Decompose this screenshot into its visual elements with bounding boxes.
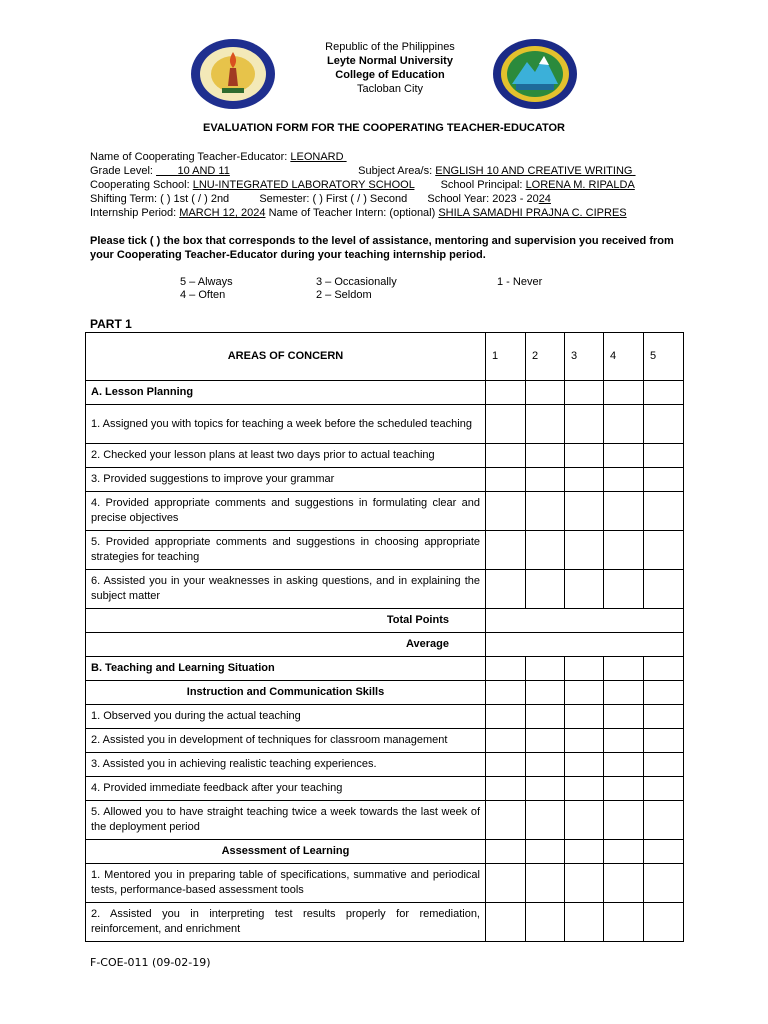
instructions: Please tick ( ) the box that corresponds to the level of assistance, mentoring and supervision you received from your Cooperating Teacher-Educator during your teaching internship period. [90, 235, 674, 261]
rating-cell[interactable] [644, 681, 684, 705]
rating-cell[interactable] [644, 753, 684, 777]
rating-cell[interactable] [526, 729, 565, 753]
item-text: 5. Provided appropriate comments and suggestions in choosing appropriate strategies for teaching [86, 531, 486, 570]
rating-cell[interactable] [526, 681, 565, 705]
table-row [86, 729, 684, 753]
scale-occasionally: 3 – Occasionally [316, 276, 397, 288]
item-text: 2. Checked your lesson plans at least two days prior to actual teaching [86, 444, 486, 468]
subject-label: Subject Area/s: [358, 165, 433, 177]
total-points-row [86, 609, 684, 633]
rating-cell[interactable] [644, 777, 684, 801]
rating-cell[interactable] [644, 840, 684, 864]
rating-cell[interactable] [644, 531, 684, 570]
rating-cell[interactable] [486, 405, 526, 444]
rating-cell[interactable] [565, 444, 604, 468]
scale-col-2 [316, 276, 397, 302]
city-line: Tacloban City [356, 83, 424, 95]
rating-cell[interactable] [604, 801, 644, 840]
rating-cell[interactable] [565, 729, 604, 753]
rating-cell[interactable] [565, 381, 604, 405]
table-row [86, 405, 684, 444]
item-text: 3. Provided suggestions to improve your grammar [86, 468, 486, 492]
rating-cell[interactable] [486, 492, 526, 531]
section-lesson-planning: A. Lesson Planning [86, 381, 486, 405]
period-label: Internship Period: [90, 207, 177, 219]
rating-cell[interactable] [644, 801, 684, 840]
rating-cell[interactable] [486, 864, 526, 903]
school-label: Cooperating School: [90, 179, 190, 191]
part-heading: PART 1 [90, 317, 132, 331]
rating-cell[interactable] [565, 492, 604, 531]
scale-col-3 [497, 276, 542, 289]
total-points-label: Total Points [86, 609, 486, 633]
rating-cell[interactable] [565, 705, 604, 729]
rating-cell[interactable] [644, 405, 684, 444]
rating-cell[interactable] [604, 405, 644, 444]
table-row [86, 705, 684, 729]
subject-value: ENGLISH 10 AND CREATIVE WRITING [435, 165, 633, 177]
average-cell[interactable] [486, 633, 684, 657]
rating-cell[interactable] [526, 753, 565, 777]
rating-cell[interactable] [486, 753, 526, 777]
rating-cell[interactable] [565, 681, 604, 705]
item-text: 6. Assisted you in your weaknesses in asking questions, and in explaining the subject matter [86, 570, 486, 609]
col-header-1: 1 [486, 333, 526, 381]
info-line-grade [90, 164, 636, 178]
rating-cell[interactable] [604, 657, 644, 681]
rating-cell[interactable] [565, 531, 604, 570]
rating-cell[interactable] [486, 381, 526, 405]
scale-always: 5 – Always [180, 276, 233, 288]
table-row [86, 864, 684, 903]
rating-cell[interactable] [486, 777, 526, 801]
rating-cell[interactable] [604, 753, 644, 777]
table-row [86, 903, 684, 942]
rating-cell[interactable] [604, 903, 644, 942]
form-title: EVALUATION FORM FOR THE COOPERATING TEACHER-EDUCATOR [203, 122, 565, 134]
rating-cell[interactable] [644, 444, 684, 468]
item-text: 3. Assisted you in achieving realistic teaching experiences. [86, 753, 486, 777]
rating-cell[interactable] [526, 531, 565, 570]
table-row [86, 753, 684, 777]
rating-cell[interactable] [604, 468, 644, 492]
rating-cell[interactable] [565, 753, 604, 777]
rating-cell[interactable] [644, 570, 684, 609]
section-row [86, 657, 684, 681]
table-row [86, 801, 684, 840]
table-row [86, 570, 684, 609]
col-header-3: 3 [565, 333, 604, 381]
rating-cell[interactable] [565, 405, 604, 444]
item-text: 2. Assisted you in development of techniques for classroom management [86, 729, 486, 753]
item-text: 2. Assisted you in interpreting test results properly for remediation, reinforcement, and enrichment [86, 903, 486, 942]
table-row [86, 444, 684, 468]
col-header-5: 5 [644, 333, 684, 381]
rating-cell[interactable] [486, 903, 526, 942]
average-row [86, 633, 684, 657]
rating-cell[interactable] [644, 657, 684, 681]
item-text: 5. Allowed you to have straight teaching twice a week towards the last week of the deployment period [86, 801, 486, 840]
table-row [86, 777, 684, 801]
table-row [86, 468, 684, 492]
rating-cell[interactable] [565, 657, 604, 681]
col-header-2: 2 [526, 333, 565, 381]
school-value: LNU-INTEGRATED LABORATORY SCHOOL [192, 179, 415, 191]
rating-cell[interactable] [565, 864, 604, 903]
rating-cell[interactable] [604, 531, 644, 570]
rating-cell[interactable] [644, 705, 684, 729]
info-line-school [90, 178, 635, 192]
rating-cell[interactable] [644, 381, 684, 405]
rating-cell[interactable] [526, 903, 565, 942]
total-points-cell[interactable] [486, 609, 684, 633]
rating-cell[interactable] [526, 801, 565, 840]
item-text: 4. Provided immediate feedback after your teaching [86, 777, 486, 801]
rating-cell[interactable] [604, 381, 644, 405]
rating-cell[interactable] [526, 777, 565, 801]
rating-cell[interactable] [565, 570, 604, 609]
subsection-row [86, 681, 684, 705]
section-teaching-learning: B. Teaching and Learning Situation [86, 657, 486, 681]
rating-cell[interactable] [526, 492, 565, 531]
rating-cell[interactable] [526, 570, 565, 609]
item-text: 1. Mentored you in preparing table of specifications, summative and periodical tests, performance-based assessment tools [86, 864, 486, 903]
rating-cell[interactable] [486, 840, 526, 864]
rating-cell[interactable] [526, 468, 565, 492]
subsection-instruction: Instruction and Communication Skills [86, 681, 486, 705]
rating-cell[interactable] [604, 681, 644, 705]
rating-cell[interactable] [526, 381, 565, 405]
rating-cell[interactable] [565, 468, 604, 492]
table-header-row [86, 333, 684, 381]
grade-value: 10 AND 11 [177, 165, 230, 177]
rating-cell[interactable] [604, 729, 644, 753]
scale-col-1 [180, 276, 233, 302]
rating-cell[interactable] [526, 840, 565, 864]
rating-cell[interactable] [604, 864, 644, 903]
rating-cell[interactable] [486, 657, 526, 681]
info-line-term [90, 192, 551, 206]
areas-of-concern-header: AREAS OF CONCERN [86, 333, 486, 381]
rating-cell[interactable] [565, 801, 604, 840]
university-line: Leyte Normal University [327, 55, 453, 67]
rating-cell[interactable] [644, 492, 684, 531]
rating-cell[interactable] [565, 903, 604, 942]
rating-cell[interactable] [604, 705, 644, 729]
intern-label: Name of Teacher Intern: (optional) [268, 207, 436, 219]
col-header-4: 4 [604, 333, 644, 381]
rating-cell[interactable] [526, 705, 565, 729]
semester-options: Semester: ( ) First ( / ) Second [259, 193, 408, 205]
institution-header [250, 40, 530, 96]
scale-never: 1 - Never [497, 276, 543, 288]
intern-value: SHILA SAMADHI PRAJNA C. CIPRES [438, 207, 627, 219]
rating-cell[interactable] [604, 840, 644, 864]
teacher-value: LEONARD [290, 151, 344, 163]
rating-cell[interactable] [486, 444, 526, 468]
rating-cell[interactable] [604, 444, 644, 468]
rating-cell[interactable] [526, 864, 565, 903]
teacher-label: Name of Cooperating Teacher-Educator: [90, 151, 288, 163]
school-year-label: School Year: [427, 193, 490, 205]
rating-cell[interactable] [486, 681, 526, 705]
rating-cell[interactable] [486, 468, 526, 492]
table-row [86, 492, 684, 531]
average-label: Average [86, 633, 486, 657]
country-line: Republic of the Philippines [325, 41, 455, 53]
rating-cell[interactable] [565, 777, 604, 801]
rating-cell[interactable] [604, 492, 644, 531]
rating-cell[interactable] [565, 840, 604, 864]
principal-value: LORENA M. RIPALDA [525, 179, 635, 191]
school-year-value-a: 2023 - 20 [492, 193, 539, 205]
rating-cell[interactable] [644, 468, 684, 492]
subsection-assessment: Assessment of Learning [86, 840, 486, 864]
scale-seldom: 2 – Seldom [316, 289, 372, 301]
item-text: 4. Provided appropriate comments and suggestions in formulating clear and precise objectives [86, 492, 486, 531]
section-row [86, 381, 684, 405]
subsection-row [86, 840, 684, 864]
item-text: 1. Observed you during the actual teaching [86, 705, 486, 729]
shifting-term-options: Shifting Term: ( ) 1st ( / ) 2nd [90, 193, 230, 205]
rating-cell[interactable] [604, 777, 644, 801]
evaluation-table [85, 332, 684, 942]
rating-cell[interactable] [486, 729, 526, 753]
rating-cell[interactable] [486, 801, 526, 840]
grade-label: Grade Level: [90, 165, 153, 177]
rating-cell[interactable] [526, 657, 565, 681]
college-line: College of Education [335, 69, 445, 81]
rating-cell[interactable] [644, 903, 684, 942]
info-line-period [90, 206, 627, 220]
rating-cell[interactable] [486, 531, 526, 570]
info-line-teacher [90, 150, 347, 164]
rating-cell[interactable] [486, 705, 526, 729]
rating-cell[interactable] [486, 570, 526, 609]
rating-cell[interactable] [526, 444, 565, 468]
scale-often: 4 – Often [180, 289, 226, 301]
rating-cell[interactable] [526, 405, 565, 444]
item-text: 1. Assigned you with topics for teaching a week before the scheduled teaching [86, 405, 486, 444]
school-year-value-b: 24 [538, 193, 551, 205]
period-value: MARCH 12, 2024 [179, 207, 266, 219]
table-row [86, 531, 684, 570]
rating-cell[interactable] [644, 864, 684, 903]
rating-cell[interactable] [644, 729, 684, 753]
principal-label: School Principal: [440, 179, 523, 191]
rating-cell[interactable] [604, 570, 644, 609]
form-code-footer: F-COE-011 (09-02-19) [90, 956, 211, 969]
